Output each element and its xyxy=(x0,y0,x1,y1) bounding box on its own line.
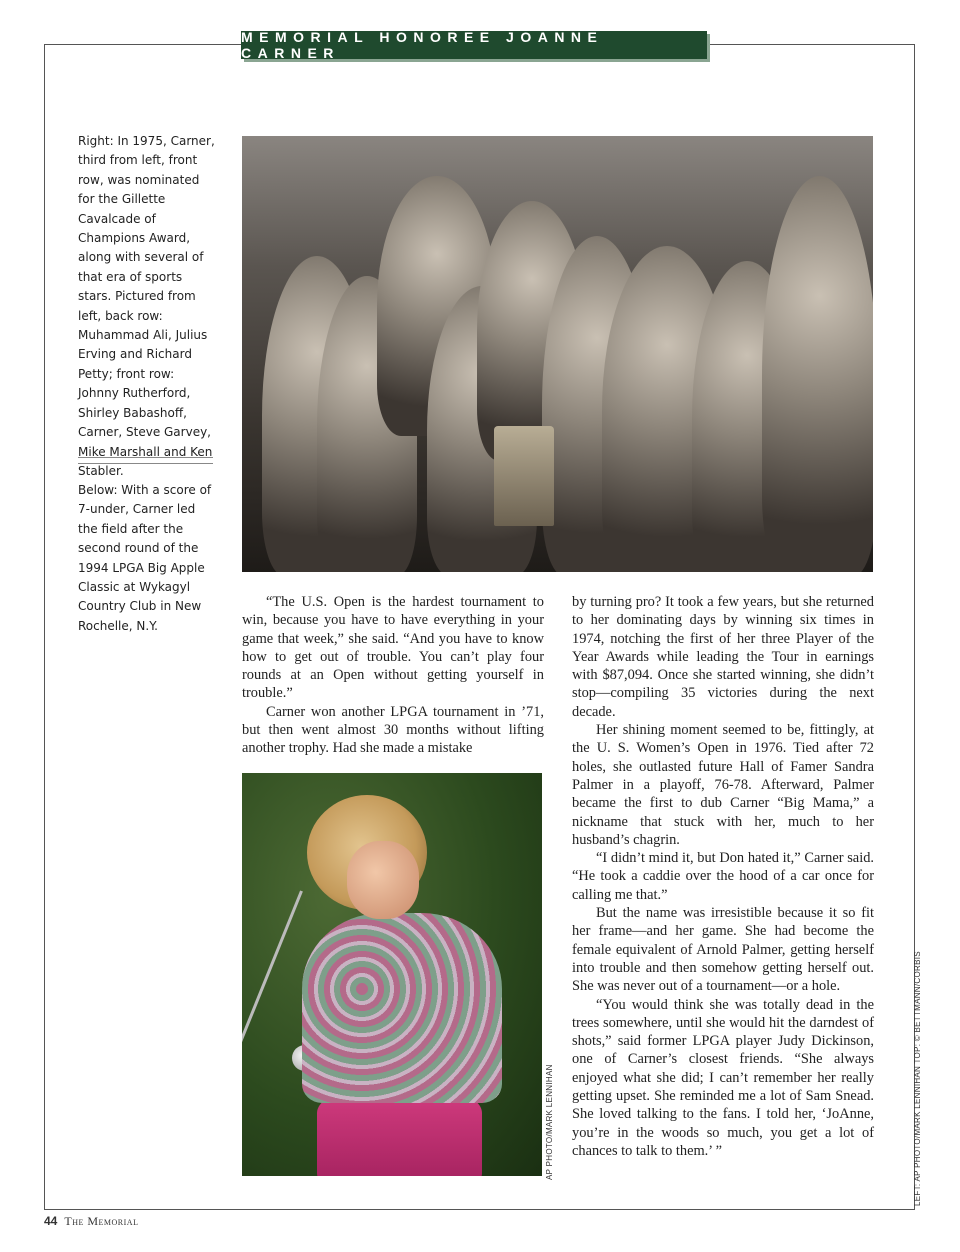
golf-club xyxy=(242,890,303,1044)
caption-top-photo: Right: In 1975, Carner, third from left, front row, was nominated for the Gillette Cavalcade of Champions Award, along with several of that era of sports stars. Pictured from left, back row: Muhammad Ali, Julius Erving and Richard Petty; front row: Johnny Rutherford, Shirley Babashoff, Carner, Steve Garvey, Mike Marshall and Ken Stabler. xyxy=(78,134,215,478)
photo-credit-bottom: AP PHOTO/MARK LENNIHAN xyxy=(545,1064,554,1180)
publication-name: The Memorial xyxy=(64,1214,139,1228)
caption-bottom-photo: Below: With a score of 7-under, Carner led the field after the second round of the 1994 LPGA Big Apple Classic at Wykagyl Country Club in New Rochelle, N.Y. xyxy=(78,483,212,633)
article-paragraph: “I didn’t mind it, but Don hated it,” Carner said. “He took a caddie over the hood of a car once for calling me that.” xyxy=(572,850,874,903)
article-paragraph: Carner won another LPGA tournament in ’71, but then went almost 30 months without lifting another trophy. Had she made a mistake xyxy=(242,703,544,757)
page-number: 44 xyxy=(44,1214,58,1228)
article-paragraph: by turning pro? It took a few years, but she returned to her dominating days by winning six times in 1974, notching the first of her three Player of the Year Awards while leading the Tour in earnings with $87,094. Once she started winning, she didn’t stop—compiling 35 victories during the next decade. xyxy=(572,594,874,720)
group-photo xyxy=(242,136,873,572)
golfer-photo xyxy=(242,773,542,1176)
trophy xyxy=(494,426,554,526)
photo-person xyxy=(762,176,873,572)
golfer-face xyxy=(347,841,419,919)
caption-divider xyxy=(78,463,213,464)
golfer-shirt xyxy=(302,913,502,1103)
section-header-title: MEMORIAL HONOREE JOANNE CARNER xyxy=(241,29,604,61)
golfer-pants xyxy=(317,1093,482,1176)
article-paragraph: But the name was irresistible because it so fit her frame—and her game. She had become the female equivalent of Arnold Palmer, getting herself into trouble and then somehow getting herself out. She was never out of a tournament—or a hole. xyxy=(572,905,874,995)
article-column-2 xyxy=(572,593,874,1160)
article-paragraph: Her shining moment seemed to be, fittingly, at the U. S. Women’s Open in 1976. Tied after 72 holes, she outlasted future Hall of Famer Sandra Palmer in a playoff, 76-78. Afterward, Palmer became the first to dub Carner “Big Mama,” a nickname that stuck with her, much to her husband’s chagrin. xyxy=(572,722,874,848)
caption-divider xyxy=(78,457,213,458)
page-footer xyxy=(44,1214,138,1229)
section-header xyxy=(241,31,707,59)
article-paragraph: “You would think she was totally dead in the trees somewhere, until she would hit the darndest of shots,” said former LPGA player Judy Dickinson, one of Carner’s closest friends. “She always enjoyed what she did; I can’t remember her really getting upset. She reminded me a lot of Sam Snead. She loved talking to the fans. I told her, ‘JoAnne, you’re in the woods so much, you get a lot of chances to talk to them.’ ” xyxy=(572,996,874,1159)
photo-credit-page: LEFT: AP PHOTO/MARK LENNIHAN TOP: © BETTMANN/CORBIS xyxy=(913,951,922,1206)
article-paragraph: “The U.S. Open is the hardest tournament to win, because you have to have everything in your game that week,” she said. “And you have to know how to get out of trouble. You can’t play four rounds at an Open without getting yourself in trouble.” xyxy=(242,594,544,702)
article-column-1 xyxy=(242,593,544,758)
